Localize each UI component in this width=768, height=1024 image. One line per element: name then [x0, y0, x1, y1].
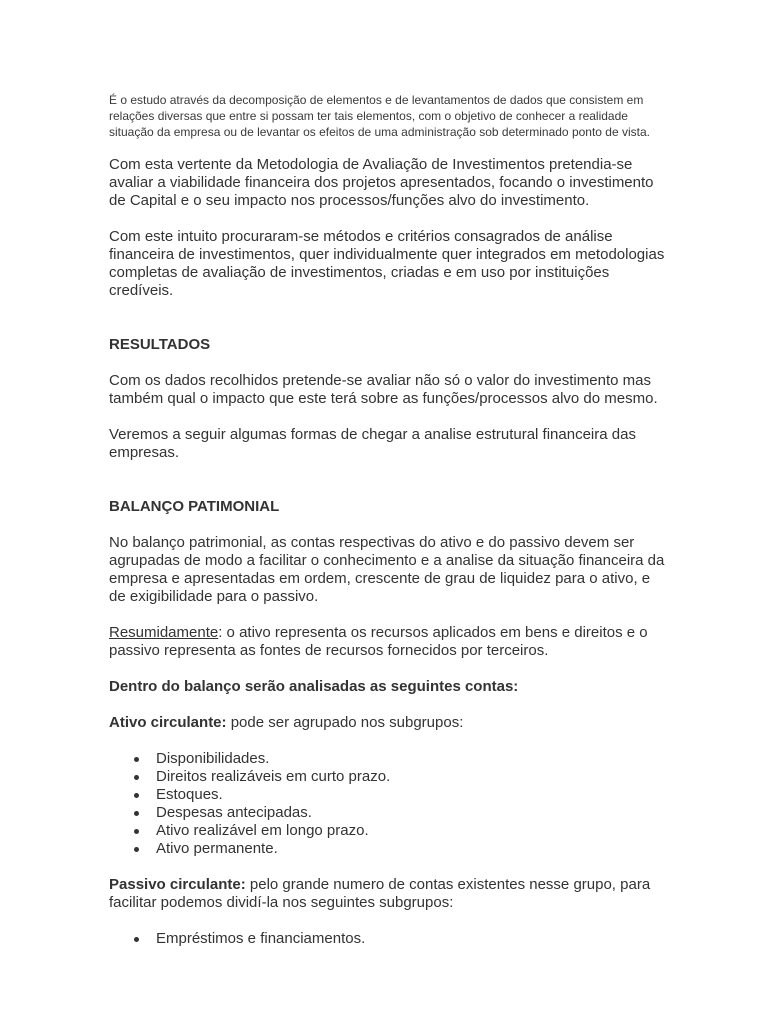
- list-item: Ativo realizável em longo prazo.: [156, 822, 669, 840]
- paragraph-passivo-circulante: [109, 876, 669, 912]
- list-item: Ativo permanente.: [156, 840, 669, 858]
- passivo-circulante-label: Passivo circulante:: [109, 876, 246, 893]
- resumidamente-label: Resumidamente: [109, 624, 219, 641]
- heading-resultados: RESULTADOS: [109, 336, 211, 353]
- list-item: Empréstimos e financiamentos.: [156, 930, 669, 948]
- ativo-circulante-text: pode ser agrupado nos subgrupos:: [226, 714, 464, 731]
- passivo-list: [109, 930, 669, 948]
- list-item: Disponibilidades.: [156, 750, 669, 768]
- paragraph-balanco: No balanço patrimonial, as contas respectivas do ativo e do passivo devem ser agrupadas de modo a facilitar o conhecimento e a analise da situação financeira da empresa e apresentadas em ordem, crescente de grau de liquidez para o ativo, e de exigibilidade para o passivo.: [109, 534, 665, 605]
- intro-paragraph: É o estudo através da decomposição de elementos e de levantamentos de dados que consistem em relações diversas que entre si possam ter tais elementos, com o objetivo de conhecer a realidade situação da empresa ou de levantar os efeitos de uma administração sob determinado ponto de vista.: [109, 93, 650, 139]
- heading-dentro-do-balanco: Dentro do balanço serão analisadas as seguintes contas:: [109, 678, 519, 695]
- list-item: Direitos realizáveis em curto prazo.: [156, 768, 669, 786]
- resumidamente-text: : o ativo representa os recursos aplicados em bens e direitos e o passivo representa as fontes de recursos fornecidos por terceiros.: [109, 624, 648, 659]
- paragraph-metodologia: Com esta vertente da Metodologia de Avaliação de Investimentos pretendia-se avaliar a viabilidade financeira dos projetos apresentados, focando o investimento de Capital e o seu impacto nos processos/funções alvo do investimento.: [109, 156, 654, 209]
- paragraph-intuito: Com este intuito procuraram-se métodos e critérios consagrados de análise financeira de investimentos, quer individualmente quer integrados em metodologias completas de avaliação de investimentos, criadas e em uso por instituições credíveis.: [109, 228, 665, 299]
- ativo-list: [109, 750, 669, 858]
- document-page: [109, 92, 669, 966]
- ativo-circulante-label: Ativo circulante:: [109, 714, 227, 731]
- paragraph-ativo-circulante: [109, 714, 669, 732]
- paragraph-dados-recolhidos: Com os dados recolhidos pretende-se avaliar não só o valor do investimento mas também qual o impacto que este terá sobre as funções/processos alvo do mesmo.: [109, 372, 658, 407]
- heading-balanco-patrimonial: BALANÇO PATIMONIAL: [109, 498, 280, 515]
- list-item: Estoques.: [156, 786, 669, 804]
- list-item: Despesas antecipadas.: [156, 804, 669, 822]
- paragraph-resumidamente: [109, 624, 669, 660]
- paragraph-veremos: Veremos a seguir algumas formas de chegar a analise estrutural financeira das empresas.: [109, 426, 636, 461]
- passivo-circulante-text: pelo grande numero de contas existentes nesse grupo, para facilitar podemos dividí-la nos seguintes subgrupos:: [109, 876, 651, 911]
